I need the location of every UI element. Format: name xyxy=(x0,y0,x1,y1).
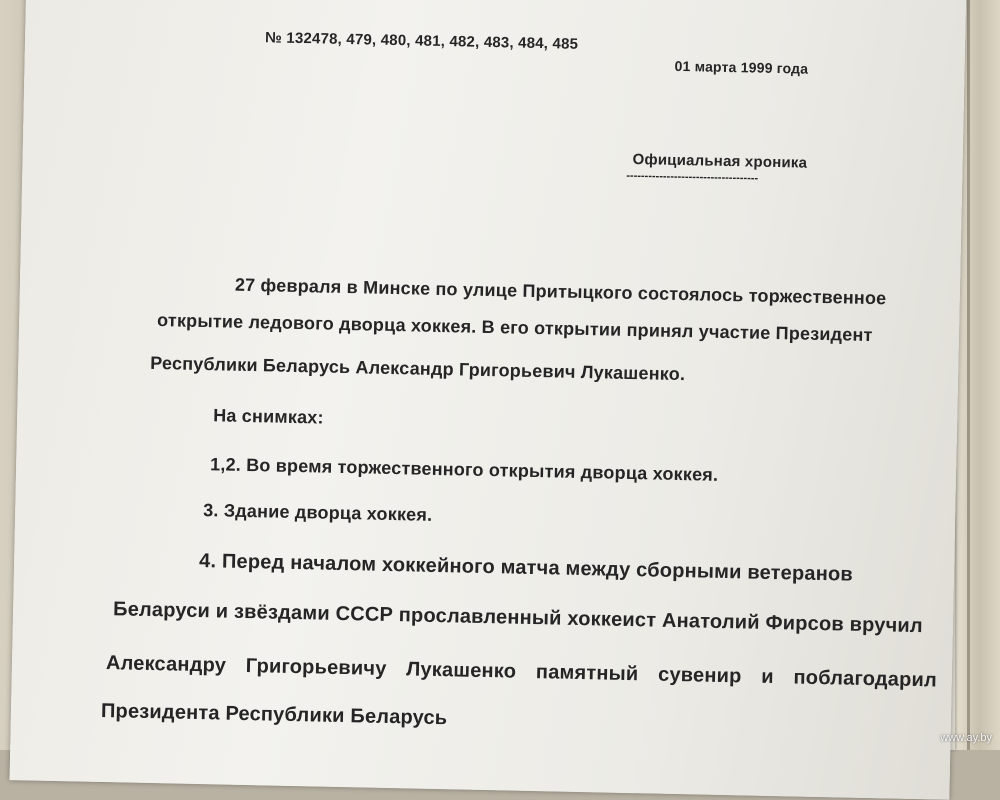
photo-caption-item: 3. Здание дворца хоккея. xyxy=(203,500,433,525)
watermark: www.ay.by xyxy=(940,732,992,744)
photo-caption-item: 1,2. Во время торжественного открытия дворца хоккея. xyxy=(209,454,719,485)
photos-caption-heading: На снимках: xyxy=(212,405,324,428)
photo-caption-item: 4. Перед началом хоккейного матча между сборными ветеранов xyxy=(198,549,854,586)
body-line: Президента Республики Беларусь xyxy=(100,699,448,730)
body-line: Александру Григорьевичу Лукашенко памятный сувенир и поблагодарил xyxy=(105,652,938,692)
section-underline: ------------------------------------ xyxy=(626,169,759,185)
body-line: Беларуси и звёздами СССР прославленный хоккеист Анатолий Фирсов вручил xyxy=(112,598,924,638)
document-sheet xyxy=(10,0,967,800)
wood-seam xyxy=(967,0,970,750)
body-line: открытие ледового дворца хоккея. В его открытии принял участие Президент xyxy=(156,310,873,346)
section-title: Официальная хроника xyxy=(632,150,808,172)
reference-numbers: № 132478, 479, 480, 481, 482, 483, 484, 485 xyxy=(264,29,579,53)
body-line: 27 февраля в Минске по улице Притыцкого состоялось торжественное xyxy=(234,274,887,309)
body-line: Республики Беларусь Александр Григорьевич Лукашенко. xyxy=(150,352,686,385)
document-date: 01 марта 1999 года xyxy=(674,57,809,77)
